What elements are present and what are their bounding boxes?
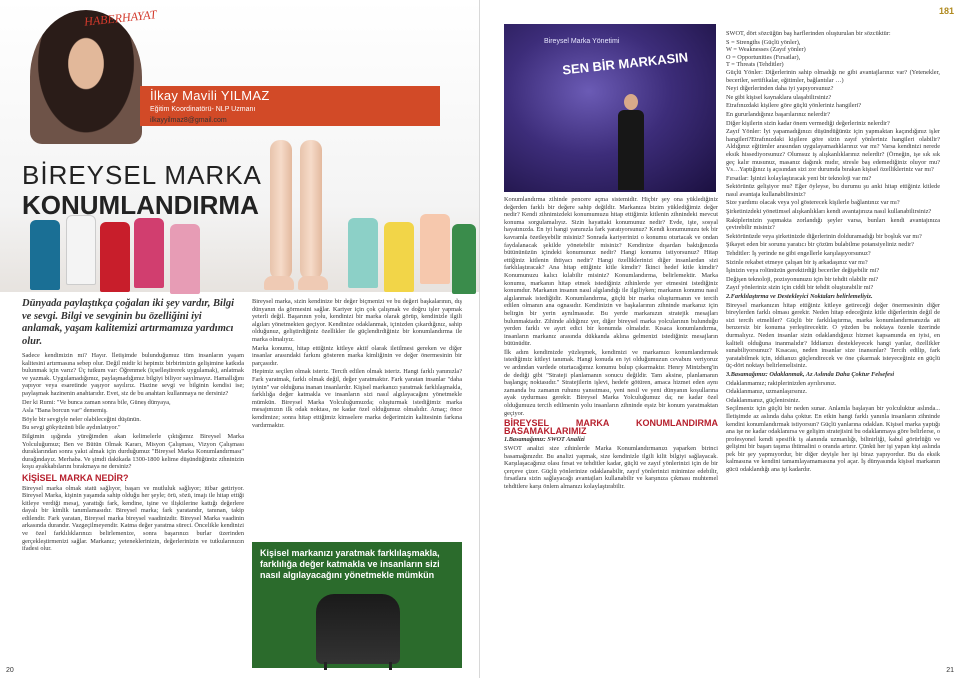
paragraph: Odaklanmanız, güçlenirsiniz. [726, 396, 800, 404]
right-page [480, 0, 960, 678]
foot [264, 276, 294, 290]
paragraph: Ne gibi kişisel kaynaklara ulaşabilirsiniz? [726, 93, 832, 101]
paragraph: Sadece kendimizin mi? Hayır. İletişimde bulunduğumuz tüm insanların yaşam kalitesini artırmasına sebep olur. Değil midir ki hepimiz birbirimizin gelişimine katkıda bulunmak için varız? Üç tutkum var: Öğrenmek (içselleştirerek uygulamak), anlatmak ve yazmak. Uygulamadığımız, paylaşmadığımız bilgiyi biliyor sayılmayız. Hamallığını yapıyor veya esaretinde yaşıyor sayılırız. Hazine sevgi ve bilginin kendisi ise; paylaşmak hazinenin anahtarıdır. Evet, siz de bu anahtarı kullanmaya ne dersiniz? [22, 352, 244, 397]
speaker-body [618, 110, 644, 190]
author-role: Eğitim Koordinatörü- NLP Uzmanı [150, 106, 256, 113]
list-item: O = Opportunities (Fırsatlar), [726, 53, 801, 61]
shoe-illustration [420, 214, 450, 284]
column-logo-text: HABERHAYAT [83, 7, 158, 29]
chair-leg [389, 662, 392, 670]
hero-image [0, 0, 480, 292]
leg [300, 140, 322, 280]
paragraph: Hepimiz seçilen olmak isteriz. Tercih edilen olmak isteriz. Hangi farklı yanınızla? Fark yaratmak, farklı olmak değil, değer yaratmaktır. Fark yaratan insanlar "daha iyinin" var olduğuna inanan insanlardır. Kişisel markanızı yaratmak farklılaşmakla, farklılığa değer katmakla ve insanların sizi nasıl algılayacağını yönetmekle mümkün. Bireysel Marka Yolculuğumuzda; oluşturmak istediğimiz marka mesajımızın ilk odak noktası, ne kadar özel olduğumuz olmalıdır. Amaç; önce kendimize; sonra hitap ettiğimiz kimselere marka değerimizin kalitesinin farkına vardırmaktır. [252, 368, 462, 429]
paragraph: Sektörünüz gelişiyor mu? Eğer öyleyse, bu durumu şu anki hitap ettiğiniz kitlede nasıl avantaja kullanabilirsiniz? [726, 183, 940, 198]
author-email: ilkayyilmaz8@gmail.com [150, 117, 227, 124]
paragraph: Şirketinizdeki yönetimsel alışkanlıkları kendi avantajınıza nasıl kullanabilirsiniz? [726, 208, 932, 216]
list-item: W = Weaknesses (Zayıf yönler) [726, 46, 806, 54]
paragraph: Bireysel markanızın hitap ettiğiniz kitleye getireceği değer önermesinin diğer bireylerden farklı olması gerekir. Neden hitap edeceğiniz kitle diğerlerinin değil de sizi tercih etmeliler? Güçlü bir farklılaştırma, marka konumlandırmanızda ait benzersiz bir konuma yerleştirecektir. O yüzden bu noktaya özenle üzerinde durmalıyız. Neden insanlar sizin odaklandığınız hizmet kapsamında en iyisi, en kaliteli olduğuna inanmalıdır? İddianızı destekleyecek hangi yanlar, özellikler sunabiliyorsunuz? Kısacası, neden insanlar size inansınlar? Tercih edilip, fark yaratabilmek için, iddianızı güçlendirecek ve öne çıkarmak isteyeceğiniz en güçlü üç-dört noktayı belirlemelisiniz. [726, 301, 940, 370]
paragraph: Değişen teknoloji, pozisyonunuzu için bir tehdit olabilir mi? [726, 275, 879, 283]
swot-list [726, 39, 940, 69]
article-title-line1: BİREYSEL MARKA [22, 160, 262, 190]
text-column-1 [22, 352, 244, 554]
paragraph: Der ki Rumi: "Ve bunca zaman sonra bile, Güneş dünyaya, [22, 398, 171, 406]
chair-illustration [316, 594, 400, 664]
shoe-illustration [100, 222, 130, 292]
conference-photo [504, 24, 716, 192]
shoe-illustration [170, 224, 200, 294]
article-title-line2: KONUMLANDIRMA [22, 190, 259, 220]
paragraph: Bireysel marka olmak statü sağlıyor, başarı ve mutluluk sağlıyor; itibar getiriyor. Bireysel Marka, kişinin yaşamda sahip olduğu her şeyle; örü, sözü, imajı ile hitap ettiği kitleye verdiği mesaj, yarattığı fark, kendine, işine ve ilişkilerine kattığı değerlere dayalı bir kimlik tanımlamasıdır. Bireysel marka; fark yaratandır, tanınan, takip edilendir. Fark yaratan, Bireysel marka bireysel vaadinizdir. Bireysel Marka vaadinin arkasında durandır. Vazgeçilmeyendir. Katma değer yaratma süreci. Öncelikle kendinizi ve özel farklılıklarınızı belirlemenize, sonra başarınızı burlar üzerinden gerçekleştirmenizi sağlar. Markanız; yeteneklerinizin, değerlerinizin ve tutkularınızın ifadesi olur. [22, 484, 244, 553]
subheading: 3.Basamağımız: Odaklanmak, Az Aslında Daha Çoktur Felsefesi [726, 370, 895, 378]
paragraph: Diğer kişilerin sizin kadar önem vermediği değerleriniz nelerdir? [726, 119, 890, 127]
section-heading: KİŞİSEL MARKA NEDİR? [22, 472, 129, 483]
text-column-4 [726, 30, 940, 475]
paragraph: Fırsatlar: İşinizi kolaylaştıracak yeni bir teknoloji var mı? [726, 174, 872, 182]
shoe-illustration [134, 218, 164, 288]
speaker-head [624, 94, 638, 110]
paragraph: Etrafınızdaki kişilere göre güçlü yönleriniz hangileri? [726, 102, 862, 110]
article-lead: Dünyada paylaştıkça çoğalan iki şey vardır, Bilgi ve sevgi. Bilgi ve sevginin bu özelliğini iyi anlamak, yaşam kalitemizi artırmamıza yardımcı olur. [22, 298, 235, 347]
paragraph: Sektörünüzde veya şirketinizde diğerlerinin dolduramadığı bir boşluk var mı? [726, 232, 922, 240]
paragraph: En gururlandığınız başarılarınız nelerdir? [726, 110, 831, 118]
paragraph: Odaklanmamız; rakiplerinizden ayrılırsınız. [726, 379, 837, 387]
leg [270, 140, 292, 280]
page-number: 21 [946, 667, 954, 674]
chair-leg [324, 662, 327, 670]
speaker-figure [616, 94, 646, 190]
paragraph: Konumlandırma zihinde pencere açma sistemidir. Hiçbir şey ona yüklediğiniz değerden farklı bir değere sahip değildir. Markanıza bizim yüklediğimiz değer nedir? Kendi zihnimizdeki konumumuzu hitap ettiğimiz kitlenin zihnindeki mevcut konuma sorgulamalıyız. Sizin hayattaki konumunuz nedir? Evde, işte, sosyal hayatınızda. En iyi hangi yanınızla fark yaratıyorsunuz? Kendi konumunuzu tek bir kavramla özetleyebilir misiniz? Sonrada kariyerinizi o konumu oturtacak ve ondan faydalanacak şekilde yönetebilir misiniz? Kendinize dışardan baktığınızda bütününüzün içindeki konumunuz nedir? Hangi konumu istiyorsunuz? Hitap ettiğiniz kitlenin ihtiyacı nedir? Hangi özelliklerinizi diğer insanlardan sizi farklılaştıracak? Ana hitap ettiğiniz kitle kimdir? İkinci hedef kitle kimdir? Konumunuzu kalıcı kılabilir misiniz? Konumlandırma, belirlemektir. Marka konumu, markanın hitap etmek istediğiniz zihinlerde yer etmesini istediğiniz konumdur. Markanın insanın nasıl algılandığı ile ilgiliyken; markanın konumu nasıl algılanmak istediğidir. Konumlandırma, güçlü bir marka oluşturmanın ve tercih edilen olmanın ana ognasıdır. Kendinizin ve başkalarının zihninde markanız için belirgin bir yerin aynılmasıdır. Bu yerde markanızın stratejik mesajları bulunmaktadır. Zihinde aldığınız yer, diğer bireysel marka yolcularının bulunduğu yerden farklı ve ayırt edici bir konumda olmalıdır. Kısaca konumlandırma, insanların markanız arasında dükkanda aklına gelmenizi istediğiniz mesajların bütünüdür. [504, 196, 718, 348]
shoe-illustration [452, 224, 476, 294]
paragraph: Güçlü Yönler: Diğerlerinin sahip olmadığı ne gibi avantajlarınız var? (Yetenekler, beceriler, sertifikalar, eğitimler, bağlantılar …) [726, 68, 940, 84]
shoe-illustration [30, 220, 60, 290]
paragraph: Odaklanmanız, uzmanlaşırsınız. [726, 388, 807, 396]
paragraph: Seçilmeniz için güçlü bir neden sunar. Anlamla başlayan bir yolculuktur aslında... İletişimde az aslında daha çoktur. En etkin hangi farklı yanınla insanların zihninde kendini konumlandırmak istiyorsun? Güçlü yanlarına odaklan. Kişisel marka yaptığı ana işe ne kadar odaklanırsa ve gelişim stratejisini bu odaklanmaya göre belirlerse, o profesyonel kendi spesifik iş alanında uzmanlığı, bilinirliği, kabul görürlüğü ve gelişimi bir başarı taşıma ihtimalini o oranda artırır. Çünkü her işi yapan kişi aslında pek bir şey yapmıyordur, bir diğer deyişle her işi biraz yapıyordur. Bu da eksik kalmasına ve kendini tamamlayamamasına yol açar. İş dünyasında kişisel markanın gücü odaklandığı ana işi kadardır. [726, 405, 940, 474]
section-heading: BİREYSEL MARKA KONUMLANDIRMA BASAMAKLARIMIZ [504, 418, 718, 436]
paragraph: Şikayet eden bir sorunu yaratıcı bir çözüm bulabilme potansiyeliniz nedir? [726, 241, 914, 249]
shoe-illustration [348, 218, 378, 288]
photo-slide-subtitle: SEN BİR MARKASIN [561, 49, 689, 78]
photo-slide-title: Bireysel Marka Yönetimi [544, 38, 620, 45]
paragraph: Rakiplerinizin yapmakta zorlandığı şeyler varsa, bunları kendi avantajınıza çevirebilir misiniz? [726, 216, 940, 232]
issue-number: 181 [938, 6, 954, 16]
paragraph: SWOT analizi size zihinlerde Marka Konumlandırmanızı yaparken birinci basamağınızdır. Bu analizi yapmak, size kendinizle ilgili kilit bilgiyi sağlayacak. Karşılaşacağınız olası fırsat ve tehditler kadar, güçlü ve zayıf yönlerinizi için de bir çerçeve çizer. Güçlü yönlerinize odaklanabilir, zayıf yönlerinizi minimize edebilir, fırsatlara sizin sağlayacağı avantajları kullanabilir ve karşınıza çıkması muhtemel tehditlere karşı önlem almanızı kolaylaştırabilir. [504, 445, 718, 490]
paragraph: Bireysel marka, sizin kendinize bir değer biçmenizi ve bu değeri başkalarının, dış dünyanın da görmesini sağlar. Kariyer için çok çalışmak ve doğru işler yapmak yeterli değil. Başarının yolu, kendinizi bir marka olarak görüp, kendinizle ilgili algıları yönetmekten geçiyor. Kendinize odaklanmak, içinizden çıkardığınız, sahip olduğunuz, geliştirdiğiniz özellikler ile güçlendirdiğiniz bir konumlandırma ile marka olmalıyız. [252, 298, 462, 343]
page-number: 20 [6, 667, 14, 674]
text-column-2 [252, 298, 462, 430]
paragraph: Marka konumu, hitap ettiğiniz kitleye aktif olarak iletilmesi gereken ve diğer insanlar arasındaki farkını gösteren marka kimliğinin ve değer önermesinin bir parçasıdır. [252, 344, 462, 367]
paragraph: Bu sevgi gökyüzünü bile aydınlatıyor." [22, 424, 121, 432]
author-name: İlkay Mavili YILMAZ [150, 88, 270, 103]
paragraph: Bilgimin ışığında yüreğimden akan kelimelerle çıktığımız Bireysel Marka Yolculuğumuz; Ben ve Bütün Olmak Kararı, Misyon Çalışması, Vizyon Çalışması duraklarından sonra yakıt almak için durduğumuz "Bireysel Marka Konumlandırması" durağındayız. Merhaba. Ve şimdi dakikada 1300-1800 kelime düşündüğünüz zihninizin koşu ayakkabılarını bırakmaya ne dersiniz? [22, 432, 244, 471]
paragraph: SWOT, dört sözcüğün baş harflerinden oluşturulan bir sözcüktür: [726, 30, 891, 37]
paragraph: Tehditler: İş yerinde ne gibi engellerle karşılaşıyorsunuz? [726, 250, 871, 258]
list-item: T = Threats (Tehditler) [726, 61, 784, 69]
pull-quote-box [252, 542, 462, 668]
paragraph: Neyi diğerlerinden daha iyi yapıyorsunuz? [726, 85, 834, 93]
list-item: S = Strengths (Güçlü yönler), [726, 38, 801, 46]
paragraph: İşinizin veya rolünüzün gerektirdiği beceriler değişebilir mi? [726, 267, 880, 275]
author-portrait [30, 10, 142, 144]
paragraph: İlk adım kendimizde yüzleşmek, kendimizi ve markamızı konumlandırmak istediğimiz kitleyi tanımak. Hangi konuda en iyi olduğumuzun cevabını veriyoruz ve ardından vardede oturtacağımız konumu bulup çıkarmaktır. Henry Mintzberg'in de dediği gibi "Strateji planlamanın sonucu değildir. Tam aksine, planlamanın başlangıç noktasıdır." Stratejilerin işlevi, hedefe götüren, amaca hizmet eden aynı zamanda bu zamanın ruhunu yansıtması, yeni nesil ve yeni dünyanın koşullarına ayak uydurması gerekir. Bireysel Marka Yolculuğumuz da; ne kadar özel olduğumuzu tercih edilmenin yolu insanların zihninde eşsiz bir konum yaratmaktan geçiyor. [504, 348, 718, 417]
paragraph: Asla "Bana borcun var" dememiş. [22, 407, 108, 415]
paragraph: Böyle bir sevgiyle neler olabileceğini düşünün. [22, 415, 141, 423]
text-column-3 [504, 196, 718, 492]
pull-quote-text: Kişisel markanızı yaratmak farklılaşmakla, farklılığa değer katmakla ve insanların sizi nasıl algılayacağını yönetmekle mümkün [260, 548, 440, 580]
paragraph: Size yardımı olacak veya yol gösterecek kişilerle bağlantınız var mı? [726, 199, 900, 207]
paragraph: Zayıf yönleriniz sizin için ciddi bir tehdit oluşturabilir mi? [726, 284, 874, 292]
foot [298, 276, 328, 290]
subheading: 1.Basamağımız: SWOT Analizi [504, 436, 585, 444]
paragraph: Sizinle rekabet etmeye çalışan bir iş arkadaşınız var mı? [726, 258, 868, 266]
shoe-illustration [384, 222, 414, 292]
subheading: 2.Farklılaştırma ve Destekleyici Noktaları belirlemeliyiz. [726, 293, 873, 300]
paragraph: Zayıf Yönler: İyi yapamadığınızı düşündüğünüz için yapmaktan kaçındığınız işler hangileri?Etrafınızdaki kişilere göre sizin zayıf yönleriniz hangileri olabilir?Aldığınız eğitimler arasından uygulayamadıklarınız var mı? Varsa kendinizi nerede eksik hissediyorsunuz? Olumsuz iş alışkanlıklarınız nelerdir? (Örneğin, işe sık sık geç kalır musunuz, masanız dağınık mıdır, stresle baş edemediğiniz oluyor mu? Vs…Yaptığınız iş açısından sizi zor durumda bırakan kişisel özellikleriniz var mı? [726, 128, 940, 174]
shoe-illustration [66, 215, 96, 285]
